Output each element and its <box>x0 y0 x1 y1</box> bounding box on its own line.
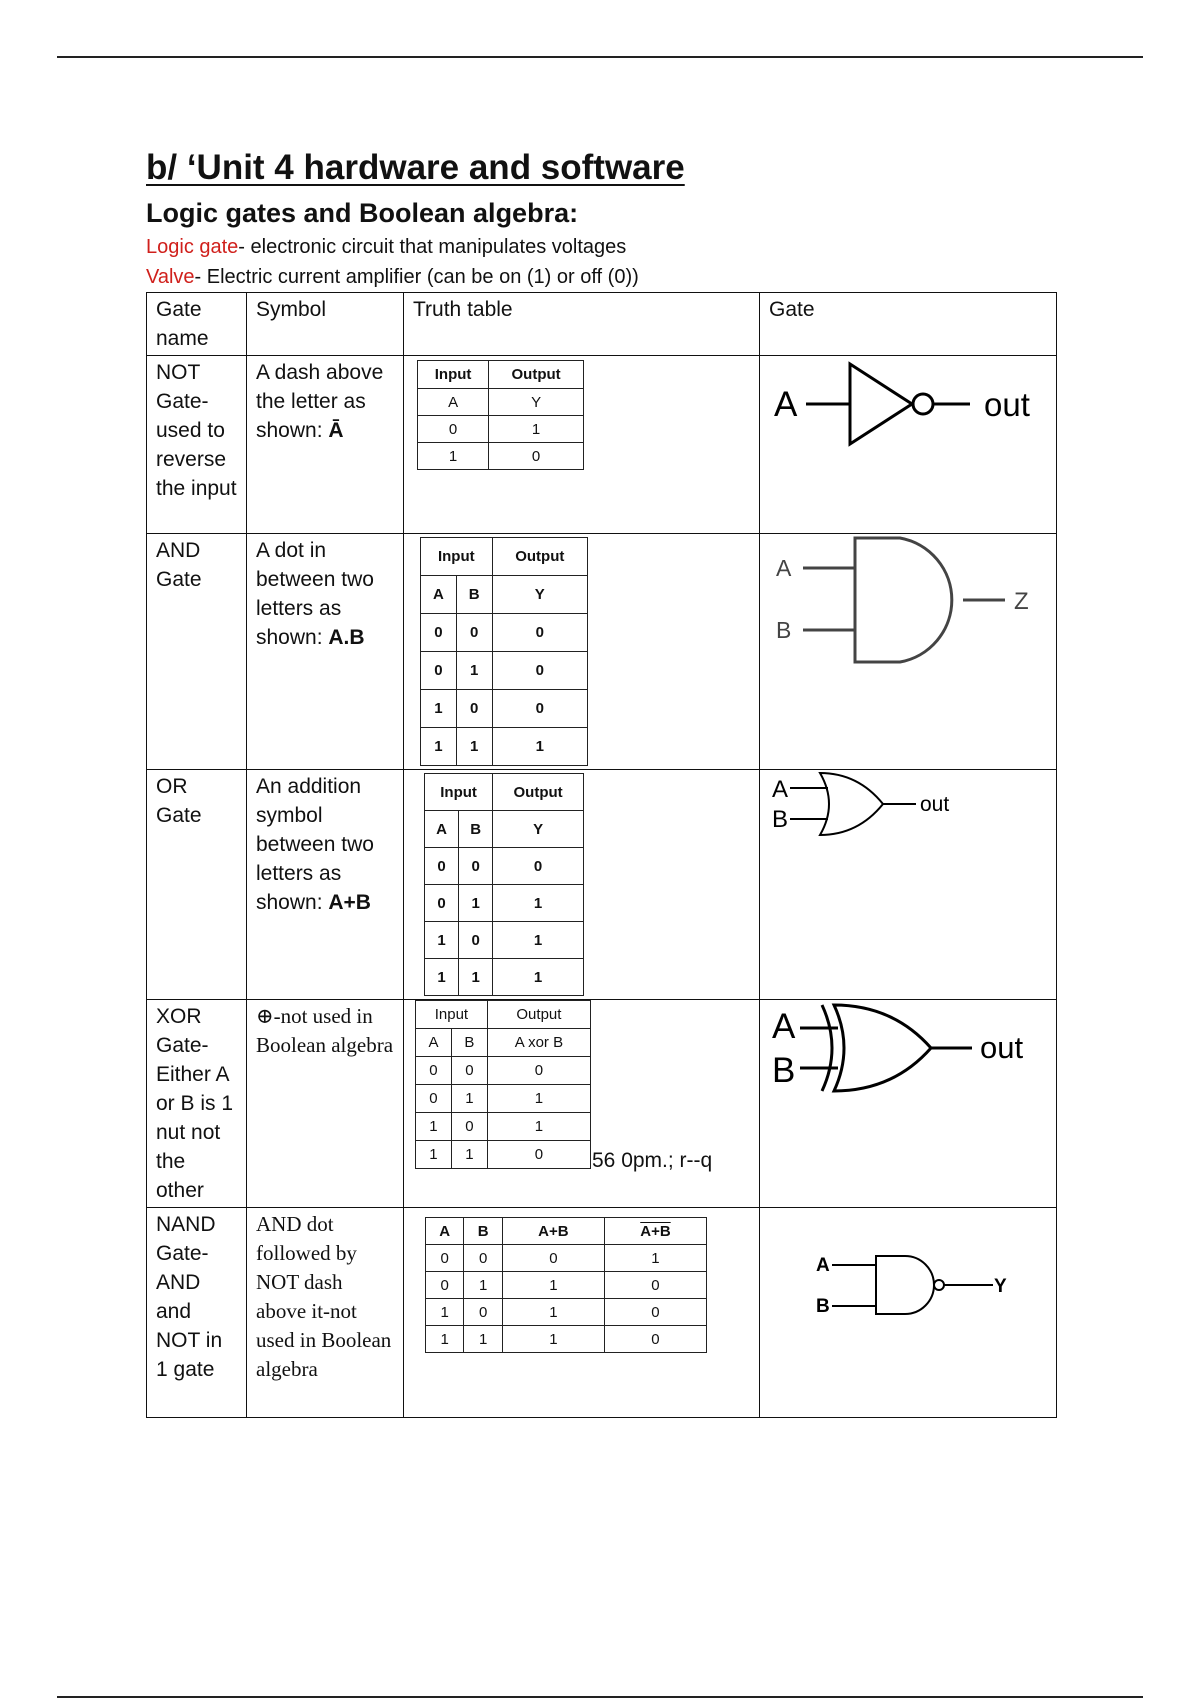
tt-cell: 1 <box>421 690 457 728</box>
tt-cell: 0 <box>604 1272 706 1299</box>
tt-sub: B <box>459 811 493 848</box>
tt-cell: 0 <box>604 1326 706 1353</box>
symbol-nand: AND dot followed by NOT dash above it-not used in Boolean algebra <box>247 1208 404 1418</box>
page-title: b/ ‘Unit 4 hardware and software <box>146 148 685 187</box>
table-row-and <box>147 534 1057 770</box>
logic-gates-table <box>146 292 1057 1418</box>
tt-cell: 0 <box>492 652 587 690</box>
xor-body <box>834 1005 931 1091</box>
tt-cell: 0 <box>416 1085 452 1113</box>
tt-cell: 1 <box>464 1326 502 1353</box>
tt-header: Input <box>421 538 493 576</box>
tt-cell: 1 <box>604 1245 706 1272</box>
header-truth-table: Truth table <box>404 293 760 356</box>
tt-header: Input <box>425 774 493 811</box>
tt-sub: A <box>418 389 489 416</box>
tt-cell: 1 <box>487 1113 590 1141</box>
tt-cell: 1 <box>456 728 492 766</box>
output-label: out <box>980 1030 1024 1065</box>
tt-sub: Y <box>489 389 584 416</box>
tt-sub: A <box>426 1218 464 1245</box>
inverter-bubble <box>934 1280 944 1290</box>
truth-table-or <box>424 773 584 996</box>
tt-cell: 0 <box>426 1245 464 1272</box>
input-label-a: A <box>816 1255 830 1276</box>
tt-cell: 0 <box>418 416 489 443</box>
and-body <box>855 538 952 662</box>
bottom-rule <box>57 1696 1143 1698</box>
input-label-a: A <box>776 555 792 581</box>
truth-table-and <box>420 537 588 766</box>
definition-text: - electronic circuit that manipulates voltages <box>238 236 627 258</box>
tt-cell: 0 <box>502 1245 604 1272</box>
table-row-nand <box>147 1208 1057 1418</box>
header-symbol: Symbol <box>247 293 404 356</box>
output-label: Y <box>994 1276 1007 1297</box>
symbol-and <box>247 534 404 770</box>
nand-gate-diagram <box>760 1208 1057 1418</box>
truth-table-cell-not <box>404 356 760 534</box>
tt-cell: 1 <box>425 959 459 996</box>
tt-cell: 1 <box>426 1326 464 1353</box>
header-gate-name: Gate name <box>147 293 247 356</box>
and-gate-diagram <box>760 534 1057 770</box>
tt-cell: 0 <box>426 1272 464 1299</box>
tt-cell: 1 <box>418 443 489 470</box>
tt-cell: 0 <box>459 922 493 959</box>
symbol-expression: Ā <box>328 419 344 442</box>
input-label-a: A <box>772 776 789 803</box>
gate-name-nand: NAND Gate- AND and NOT in 1 gate <box>147 1208 247 1418</box>
top-rule <box>57 56 1143 58</box>
tt-sub: B <box>456 576 492 614</box>
gate-diagram-cell-or <box>760 770 1057 1000</box>
tt-sub: B <box>451 1029 487 1057</box>
gate-diagram-cell-nand <box>760 1208 1057 1418</box>
output-label: out <box>920 793 950 816</box>
inverter-bubble <box>913 394 933 414</box>
gate-diagram-cell-and <box>760 534 1057 770</box>
definition-logic-gate <box>146 236 626 259</box>
nand-body <box>876 1256 934 1314</box>
xor-extra-curve <box>822 1005 832 1091</box>
truth-table-cell-or <box>404 770 760 1000</box>
tt-cell: 1 <box>425 922 459 959</box>
symbol-text: A dot in between two letters as shown: <box>256 539 374 649</box>
definition-valve <box>146 266 639 289</box>
xor-gate-diagram <box>760 1000 1057 1208</box>
gate-name-not: NOT Gate- used to reverse the input <box>147 356 247 534</box>
symbol-expression: A.B <box>328 626 365 649</box>
symbol-text: A dash above the letter as shown: <box>256 361 384 442</box>
table-header-row <box>147 293 1057 356</box>
tt-header: Output <box>493 774 584 811</box>
truth-table-not <box>417 360 584 470</box>
tt-cell: 0 <box>425 885 459 922</box>
tt-header: Output <box>487 1001 590 1029</box>
tt-cell: 0 <box>425 848 459 885</box>
tt-cell: 1 <box>426 1299 464 1326</box>
or-gate-diagram <box>760 770 1057 1000</box>
tt-sub: Y <box>492 576 587 614</box>
tt-cell: 1 <box>464 1272 502 1299</box>
tt-header: Input <box>418 361 489 389</box>
tt-cell: 1 <box>502 1272 604 1299</box>
tt-cell: 0 <box>464 1245 502 1272</box>
symbol-or <box>247 770 404 1000</box>
tt-cell: 0 <box>487 1141 590 1169</box>
gate-name-xor: XOR Gate- Either A or B is 1 nut not the other <box>147 1000 247 1208</box>
gate-diagram-cell-xor <box>760 1000 1057 1208</box>
tt-header: Output <box>492 538 587 576</box>
gate-name-and: AND Gate <box>147 534 247 770</box>
tt-cell: 0 <box>451 1057 487 1085</box>
section-subtitle: Logic gates and Boolean algebra: <box>146 198 579 228</box>
tt-cell: 0 <box>456 614 492 652</box>
tt-cell: 1 <box>487 1085 590 1113</box>
tt-cell: 1 <box>493 959 584 996</box>
tt-sub: A <box>416 1029 452 1057</box>
tt-cell: 0 <box>456 690 492 728</box>
tt-cell: 0 <box>604 1299 706 1326</box>
tt-cell: 0 <box>416 1057 452 1085</box>
tt-cell: 1 <box>493 885 584 922</box>
tt-cell: 0 <box>492 690 587 728</box>
tt-cell: 0 <box>421 614 457 652</box>
truth-table-cell-xor <box>404 1000 760 1208</box>
output-label: out <box>984 386 1030 423</box>
definition-text: - Electric current amplifier (can be on (1) or off (0)) <box>194 266 639 288</box>
tt-header: Output <box>489 361 584 389</box>
tt-sub: A xor B <box>487 1029 590 1057</box>
symbol-text: An addition symbol between two letters as shown: <box>256 775 374 914</box>
input-label-a: A <box>772 1007 796 1046</box>
output-label: Z <box>1014 588 1029 615</box>
symbol-not <box>247 356 404 534</box>
input-label-b: B <box>776 617 792 643</box>
header-gate: Gate <box>760 293 1057 356</box>
tt-sub: A <box>425 811 459 848</box>
tt-cell: 1 <box>459 959 493 996</box>
tt-cell: 1 <box>459 885 493 922</box>
truth-table-cell-and <box>404 534 760 770</box>
definition-term: Logic gate <box>146 236 239 258</box>
definition-term: Valve <box>146 266 195 288</box>
tt-cell: 1 <box>493 922 584 959</box>
tt-cell: 1 <box>492 728 587 766</box>
input-label-b: B <box>772 806 789 833</box>
table-row-not <box>147 356 1057 534</box>
tt-sub: A+B <box>604 1218 706 1245</box>
not-triangle <box>850 364 912 444</box>
tt-cell: 1 <box>456 652 492 690</box>
input-label-a: A <box>774 385 798 424</box>
tt-sub: A <box>421 576 457 614</box>
tt-sub: B <box>464 1218 502 1245</box>
tt-cell: 0 <box>492 614 587 652</box>
tt-header: Input <box>416 1001 488 1029</box>
tt-cell: 1 <box>502 1326 604 1353</box>
tt-cell: 1 <box>421 728 457 766</box>
truth-table-cell-nand <box>404 1208 760 1418</box>
symbol-expression: A+B <box>328 891 371 914</box>
tt-cell: 1 <box>416 1141 452 1169</box>
or-body <box>820 773 883 835</box>
input-label-b: B <box>772 1051 796 1090</box>
table-row-xor <box>147 1000 1057 1208</box>
tt-sub: A+B <box>502 1218 604 1245</box>
tt-sub: Y <box>493 811 584 848</box>
input-label-b: B <box>816 1296 830 1317</box>
tt-cell: 1 <box>416 1113 452 1141</box>
tt-cell: 0 <box>459 848 493 885</box>
tt-cell: 0 <box>493 848 584 885</box>
tt-cell: 1 <box>502 1299 604 1326</box>
not-gate-diagram <box>760 356 1057 534</box>
truth-table-xor <box>415 1000 591 1169</box>
tt-cell: 0 <box>464 1299 502 1326</box>
tt-cell: 0 <box>451 1113 487 1141</box>
handwritten-annotation: 56 0pm.; r--q <box>592 1149 713 1172</box>
truth-table-nand <box>425 1217 707 1353</box>
tt-cell: 0 <box>487 1057 590 1085</box>
tt-cell: 0 <box>421 652 457 690</box>
symbol-xor: ⊕-not used in Boolean algebra <box>247 1000 404 1208</box>
gate-name-or: OR Gate <box>147 770 247 1000</box>
tt-cell: 1 <box>451 1141 487 1169</box>
tt-cell: 1 <box>451 1085 487 1113</box>
tt-cell: 1 <box>489 416 584 443</box>
tt-cell: 0 <box>489 443 584 470</box>
gate-diagram-cell-not <box>760 356 1057 534</box>
table-row-or <box>147 770 1057 1000</box>
